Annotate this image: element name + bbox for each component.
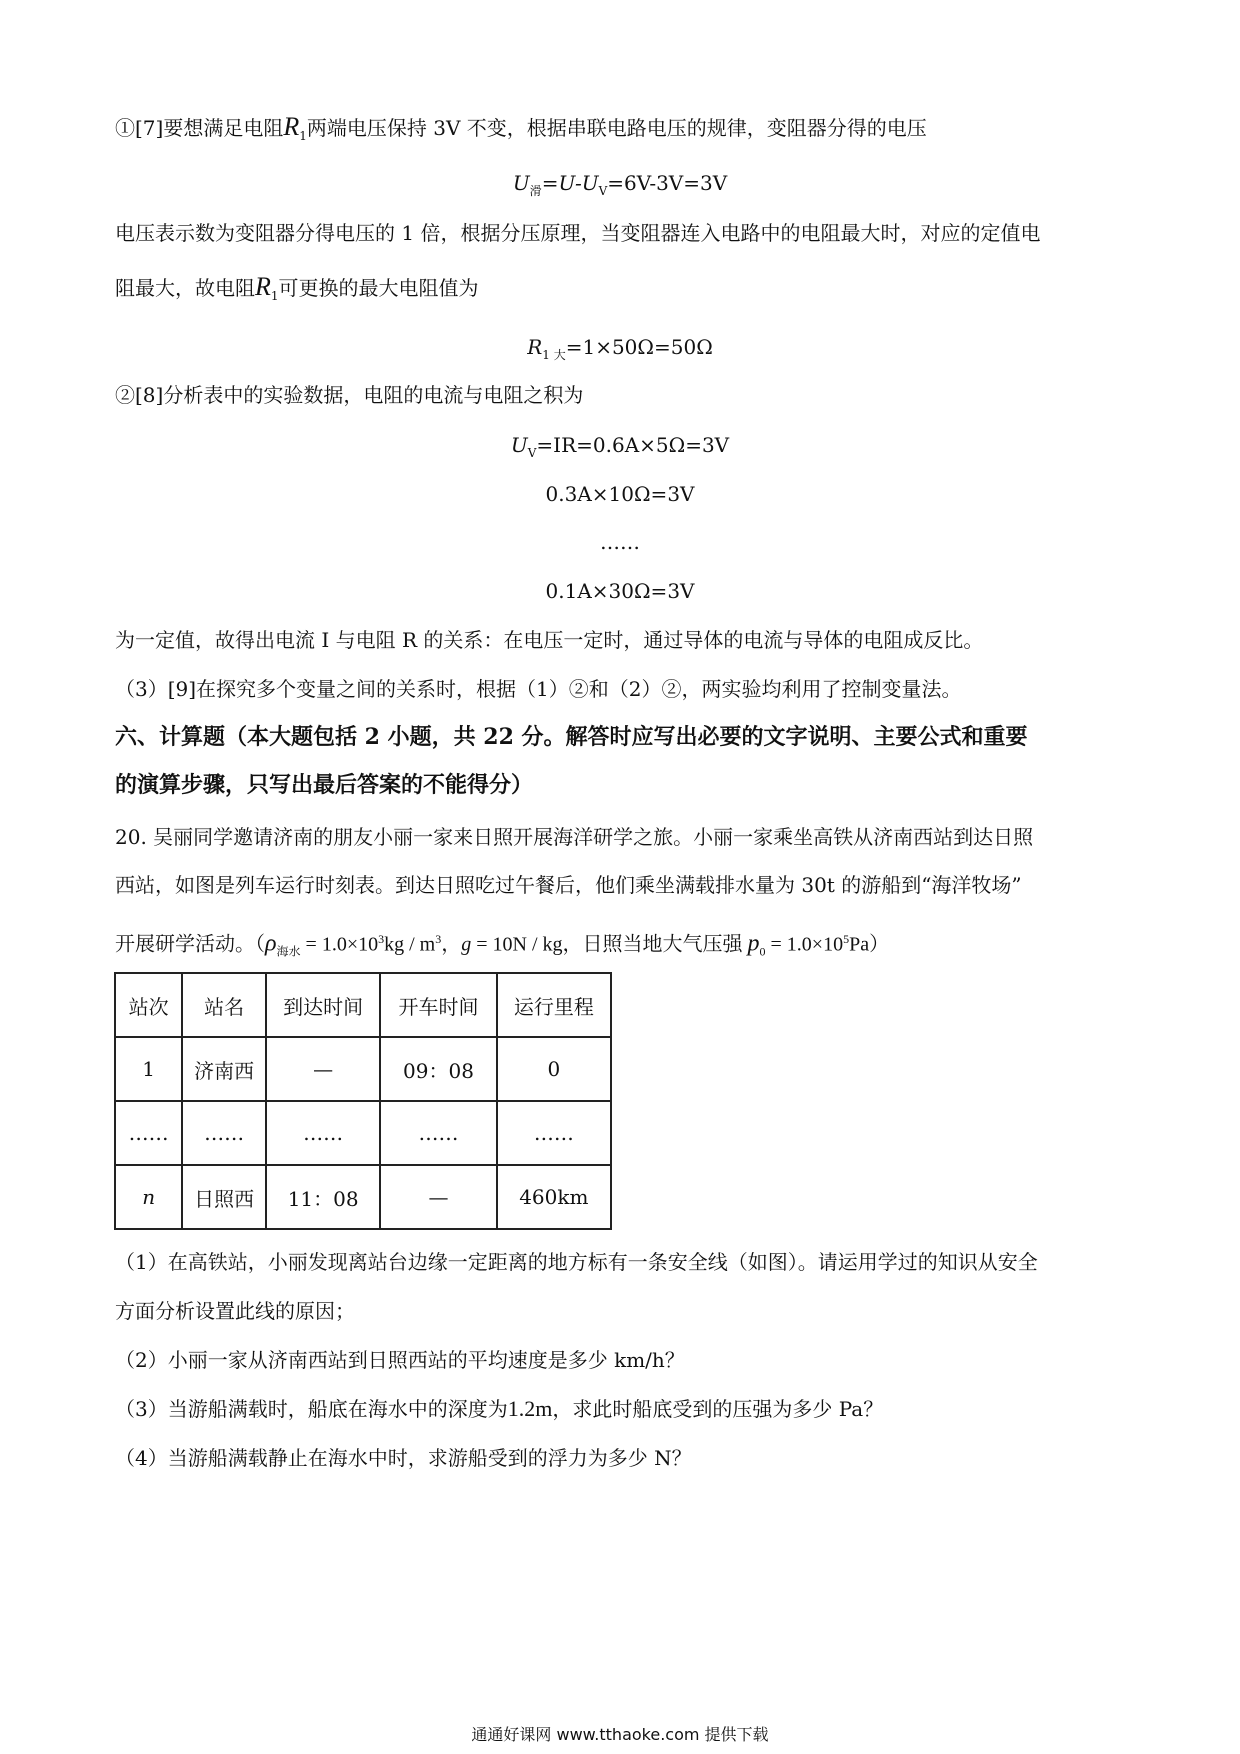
question-20-constants: 开展研学活动。（$\rho_{海水} = 1.0\times 10^3kg / m^3$，g = 10N / kg，日照当地大气压强 $p_0 = 1.0\times 10^5Pa$） [115, 930, 890, 959]
table-header-cell: 开车时间 [380, 973, 496, 1037]
table-cell: n [115, 1165, 182, 1229]
paragraph-line: 电压表示数为变阻器分得电压的 1 倍，根据分压原理，当变阻器连入电路中的电阻最大时，对应的定值电 [115, 221, 1041, 245]
table-cell: 济南西 [182, 1037, 266, 1101]
table-row [115, 1037, 611, 1101]
equation-uv: $U_V=IR=0.6A\times 5\Omega=3V$ [510, 433, 730, 460]
table-header-cell: 站次 [115, 973, 182, 1037]
table-header-cell: 站名 [182, 973, 266, 1037]
equation-ellipsis: …… [600, 530, 640, 554]
table-cell: …… [115, 1101, 182, 1165]
sub-question-3: （3）当游船满载时，船底在海水中的深度为1.2m，求此时船底受到的压强为多少 Pa？ [115, 1396, 884, 1421]
table-cell: …… [380, 1101, 496, 1165]
section-heading: 的演算步骤，只写出最后答案的不能得分） [115, 772, 534, 798]
sub-question-2: （2）小丽一家从济南西站到日照西站的平均速度是多少 km/h？ [115, 1348, 685, 1372]
table-cell: — [266, 1037, 380, 1101]
train-timetable [114, 972, 612, 1230]
table-header-row [115, 973, 611, 1037]
table-cell: …… [266, 1101, 380, 1165]
table-header-cell: 到达时间 [266, 973, 380, 1037]
table-cell: — [380, 1165, 496, 1229]
section-heading: 六、计算题（本大题包括 2 小题，共 22 分。解答时应写出必要的文字说明、主要公式和重要 [115, 724, 1028, 750]
table-row [115, 1165, 611, 1229]
table-header-cell: 运行里程 [497, 973, 611, 1037]
table-cell: …… [497, 1101, 611, 1165]
paragraph-line: 阻最大，故电阻$R_1$可更换的最大电阻值为 [115, 272, 479, 303]
table-cell: 1 [115, 1037, 182, 1101]
table-cell: …… [182, 1101, 266, 1165]
solution-line-8: ②[8]分析表中的实验数据，电阻的电流与电阻之积为 [115, 383, 584, 407]
table-cell: 11：08 [266, 1165, 380, 1229]
equation-r-max: $R_{1 大}=1\times 50\Omega=50\Omega$ [527, 335, 713, 362]
equation-line: 0.1A×30Ω=3V [545, 579, 695, 603]
sub-question-1-cont: 方面分析设置此线的原因； [115, 1299, 355, 1323]
equation-u-slide: $U_滑=U-U_V=6V-3V=3V$ [512, 171, 728, 198]
page-footer: 通通好课网 www.tthaoke.com 提供下载 [471, 1725, 769, 1744]
paragraph-line: 为一定值，故得出电流 I 与电阻 R 的关系：在电压一定时，通过导体的电流与导体的电阻成反比。 [115, 628, 984, 652]
solution-line-7: ①[7]要想满足电阻$R_1$两端电压保持 3V 不变，根据串联电路电压的规律，变阻器分得的电压 [115, 112, 927, 143]
question-20-text: 西站，如图是列车运行时刻表。到达日照吃过午餐后，他们乘坐满载排水量为 30t 的游船到“海洋牧场” [115, 873, 1022, 897]
equation-line: 0.3A×10Ω=3V [545, 482, 695, 506]
table-row [115, 1101, 611, 1165]
sub-question-4: （4）当游船满载静止在海水中时，求游船受到的浮力为多少 N？ [115, 1446, 692, 1470]
table-cell: 0 [497, 1037, 611, 1101]
solution-line-9: （3）[9]在探究多个变量之间的关系时，根据（1）②和（2）②，两实验均利用了控制变量法。 [115, 677, 962, 701]
table-cell: 09：08 [380, 1037, 496, 1101]
question-20-text: 20. 吴丽同学邀请济南的朋友小丽一家来日照开展海洋研学之旅。小丽一家乘坐高铁从济南西站到达日照 [115, 825, 1034, 849]
table-cell: 日照西 [182, 1165, 266, 1229]
table-cell: 460km [497, 1165, 611, 1229]
sub-question-1: （1）在高铁站，小丽发现离站台边缘一定距离的地方标有一条安全线（如图）。请运用学过的知识从安全 [115, 1250, 1038, 1274]
